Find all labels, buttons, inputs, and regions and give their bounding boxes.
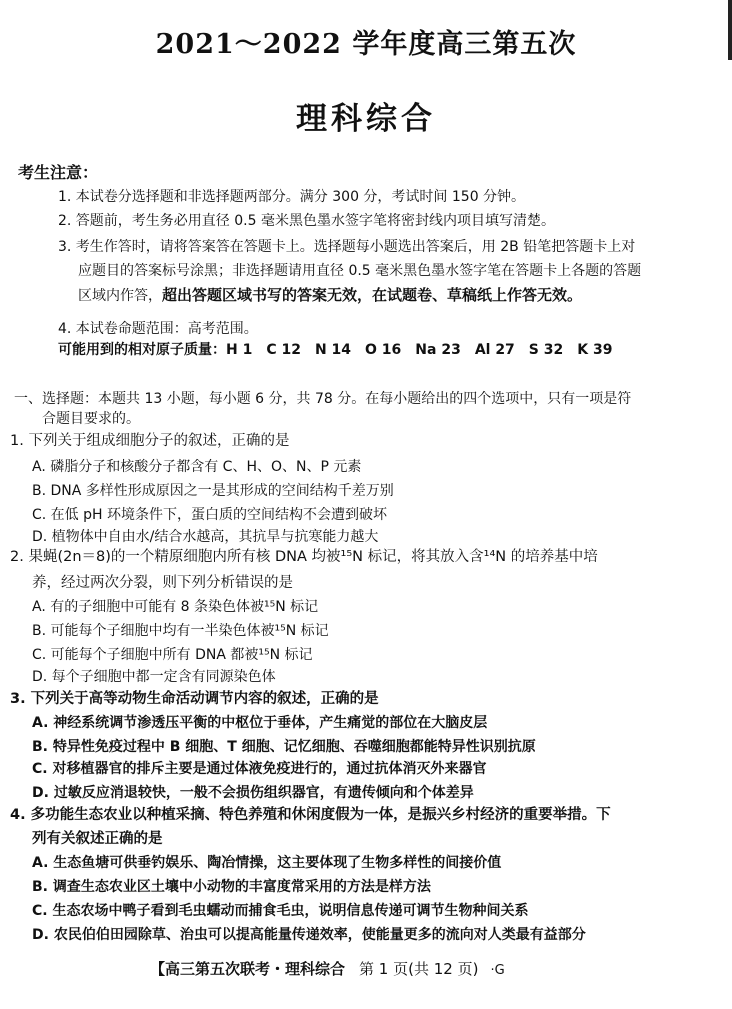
question-2-stem: 2. 果蝇(2n＝8)的一个精原细胞内所有核 DNA 均被¹⁵N 标记，将其放入含¹⁴N 的培养基中培	[10, 549, 598, 565]
question-3-stem: 3. 下列关于高等动物生命活动调节内容的叙述，正确的是	[10, 691, 379, 707]
question-1-option-d: D. 植物体中自由水/结合水越高，其抗旱与抗寒能力越大	[32, 529, 379, 545]
notice-item-4: 4. 本试卷命题范围：高考范围。	[58, 321, 258, 337]
question-4-stem-cont: 列有关叙述正确的是	[32, 831, 163, 847]
question-1-option-b: B. DNA 多样性形成原因之一是其形成的空间结构千差万别	[32, 483, 394, 499]
exam-title: 2021～2022 学年度高三第五次	[155, 29, 577, 60]
question-4-option-c: C. 生态农场中鸭子看到毛虫蠕动而捕食毛虫，说明信息传递可调节生物种间关系	[32, 903, 529, 919]
question-3-option-d: D. 过敏反应消退较快，一般不会损伤组织器官，有遗传倾向和个体差异	[32, 785, 474, 801]
question-1-option-c: C. 在低 pH 环境条件下，蛋白质的空间结构不会遭到破坏	[32, 507, 387, 523]
section-heading: 一、选择题：本题共 13 小题，每小题 6 分，共 78 分。在每小题给出的四个选项中，只有一项是符	[14, 391, 632, 407]
notice-item-3-cont2	[78, 286, 582, 305]
question-2-option-a: A. 有的子细胞中可能有 8 条染色体被¹⁵N 标记	[32, 599, 319, 615]
question-1-stem: 1. 下列关于组成细胞分子的叙述，正确的是	[10, 433, 290, 449]
notice-item-2: 2. 答题前，考生务必用直径 0.5 毫米黑色墨水签字笔将密封线内项目填写清楚。	[58, 213, 555, 229]
question-2-option-c: C. 可能每个子细胞中所有 DNA 都被¹⁵N 标记	[32, 647, 313, 663]
page-number: 第 1 页(共 12 页)	[359, 960, 479, 978]
notice-item-3-cont: 应题目的答案标号涂黑；非选择题请用直径 0.5 毫米黑色墨水签字笔在答题卡上各题的答题	[78, 263, 642, 279]
question-3-option-a: A. 神经系统调节渗透压平衡的中枢位于垂体，产生痛觉的部位在大脑皮层	[32, 715, 488, 731]
question-4-option-d: D. 农民伯伯田园除草、治虫可以提高能量传递效率，使能量更多的流向对人类最有益部分	[32, 927, 586, 943]
question-2-option-b: B. 可能每个子细胞中均有一半染色体被¹⁵N 标记	[32, 623, 329, 639]
page-footer	[150, 958, 505, 979]
notice-item-3-tail: 区域内作答，	[78, 288, 162, 304]
question-4-option-b: B. 调查生态农业区土壤中小动物的丰富度常采用的方法是样方法	[32, 879, 431, 895]
question-2-option-d: D. 每个子细胞中都一定含有同源染色体	[32, 669, 276, 685]
question-4-stem: 4. 多功能生态农业以种植采摘、特色养殖和休闲度假为一体，是振兴乡村经济的重要举措。下	[10, 807, 611, 823]
footer-label: 【高三第五次联考・理科综合	[150, 960, 346, 978]
notice-item-3: 3. 考生作答时，请将答案答在答题卡上。选择题每小题选出答案后，用 2B 铅笔把答题卡上对	[58, 239, 636, 255]
notice-item-1: 1. 本试卷分选择题和非选择题两部分。满分 300 分，考试时间 150 分钟。	[58, 189, 526, 205]
atomic-masses: 可能用到的相对原子质量：H 1 C 12 N 14 O 16 Na 23 Al 27 S 32 K 39	[58, 342, 613, 358]
notice-warning: 超出答题区域书写的答案无效，在试题卷、草稿纸上作答无效。	[162, 286, 583, 304]
question-4-option-a: A. 生态鱼塘可供垂钓娱乐、陶冶情操，这主要体现了生物多样性的间接价值	[32, 855, 502, 871]
question-2-stem-cont: 养，经过两次分裂，则下列分析错误的是	[32, 575, 293, 591]
question-3-option-b: B. 特异性免疫过程中 B 细胞、T 细胞、记忆细胞、吞噬细胞都能特异性识别抗原	[32, 739, 536, 755]
footer-mark: ·G	[490, 963, 505, 978]
exam-subject: 理科综合	[296, 101, 436, 137]
section-heading-cont: 合题目要求的。	[42, 411, 140, 427]
question-1-option-a: A. 磷脂分子和核酸分子都含有 C、H、O、N、P 元素	[32, 459, 362, 475]
notice-heading: 考生注意：	[18, 163, 99, 182]
question-3-option-c: C. 对移植器官的排斥主要是通过体液免疫进行的，通过抗体消灭外来器官	[32, 761, 487, 777]
